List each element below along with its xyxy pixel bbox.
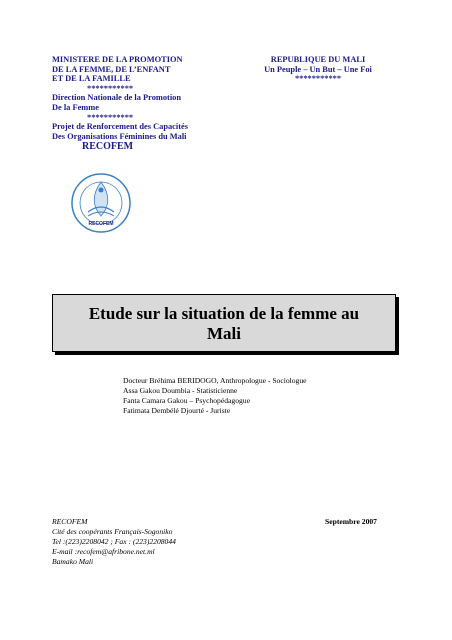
separator-stars-2: *********** xyxy=(87,112,134,122)
recofem-logo xyxy=(70,172,132,234)
project-line-2: Des Organisations Féminines du Mali xyxy=(52,131,187,141)
direction-line-2: De la Femme xyxy=(52,102,99,112)
ministry-header xyxy=(52,55,188,153)
author-4: Fatimata Dembélé Djourté - Juriste xyxy=(123,406,231,415)
country-name: REPUBLIQUE DU MALI xyxy=(270,55,366,64)
author-1: Docteur Bréhima BERIDOGO, Anthropologue - Sociologue xyxy=(123,376,307,385)
footer-contact xyxy=(52,517,176,567)
logo-label: RECOFEM xyxy=(88,221,114,227)
national-motto: Un Peuple – Un But – Une Foi xyxy=(264,64,372,74)
direction-line-1: Direction Nationale de la Promotion xyxy=(52,93,182,103)
footer-phone: Tel :(223)2208042 ; Fax : (223)2208044 xyxy=(52,537,176,546)
title-shadow-bottom xyxy=(55,352,399,355)
ministry-line-1: MINISTERE DE LA PROMOTION xyxy=(52,55,183,64)
separator-stars-right: *********** xyxy=(294,74,342,84)
footer-city: Bamako Mali xyxy=(52,557,94,566)
project-line-1: Projet de Renforcement des Capacités xyxy=(52,122,188,132)
separator-stars-1: *********** xyxy=(87,83,134,93)
ministry-line-3: ET DE LA FAMILLE xyxy=(52,74,131,84)
author-2: Assa Gakou Doumbia - Statisticienne xyxy=(123,386,238,395)
document-title-box xyxy=(52,294,396,352)
document-title xyxy=(53,304,395,344)
title-line-2: Mali xyxy=(207,324,241,343)
author-3: Fanta Camara Gakou – Psychopédagogue xyxy=(123,396,250,405)
footer-address: Cité des coopérants Français-Sogoniko xyxy=(52,527,173,536)
footer-email: E-mail :recofem@afribone.net.ml xyxy=(52,547,155,556)
publication-date: Septembre 2007 xyxy=(325,517,377,526)
authors-list xyxy=(123,376,306,416)
footer-org: RECOFEM xyxy=(52,517,88,526)
title-shadow-right xyxy=(396,297,399,355)
republic-header xyxy=(238,55,398,84)
ministry-line-2: DE LA FEMME, DE L’ENFANT xyxy=(52,64,171,74)
title-line-1: Etude sur la situation de la femme au xyxy=(88,304,360,323)
project-acronym: RECOFEM xyxy=(82,141,134,153)
